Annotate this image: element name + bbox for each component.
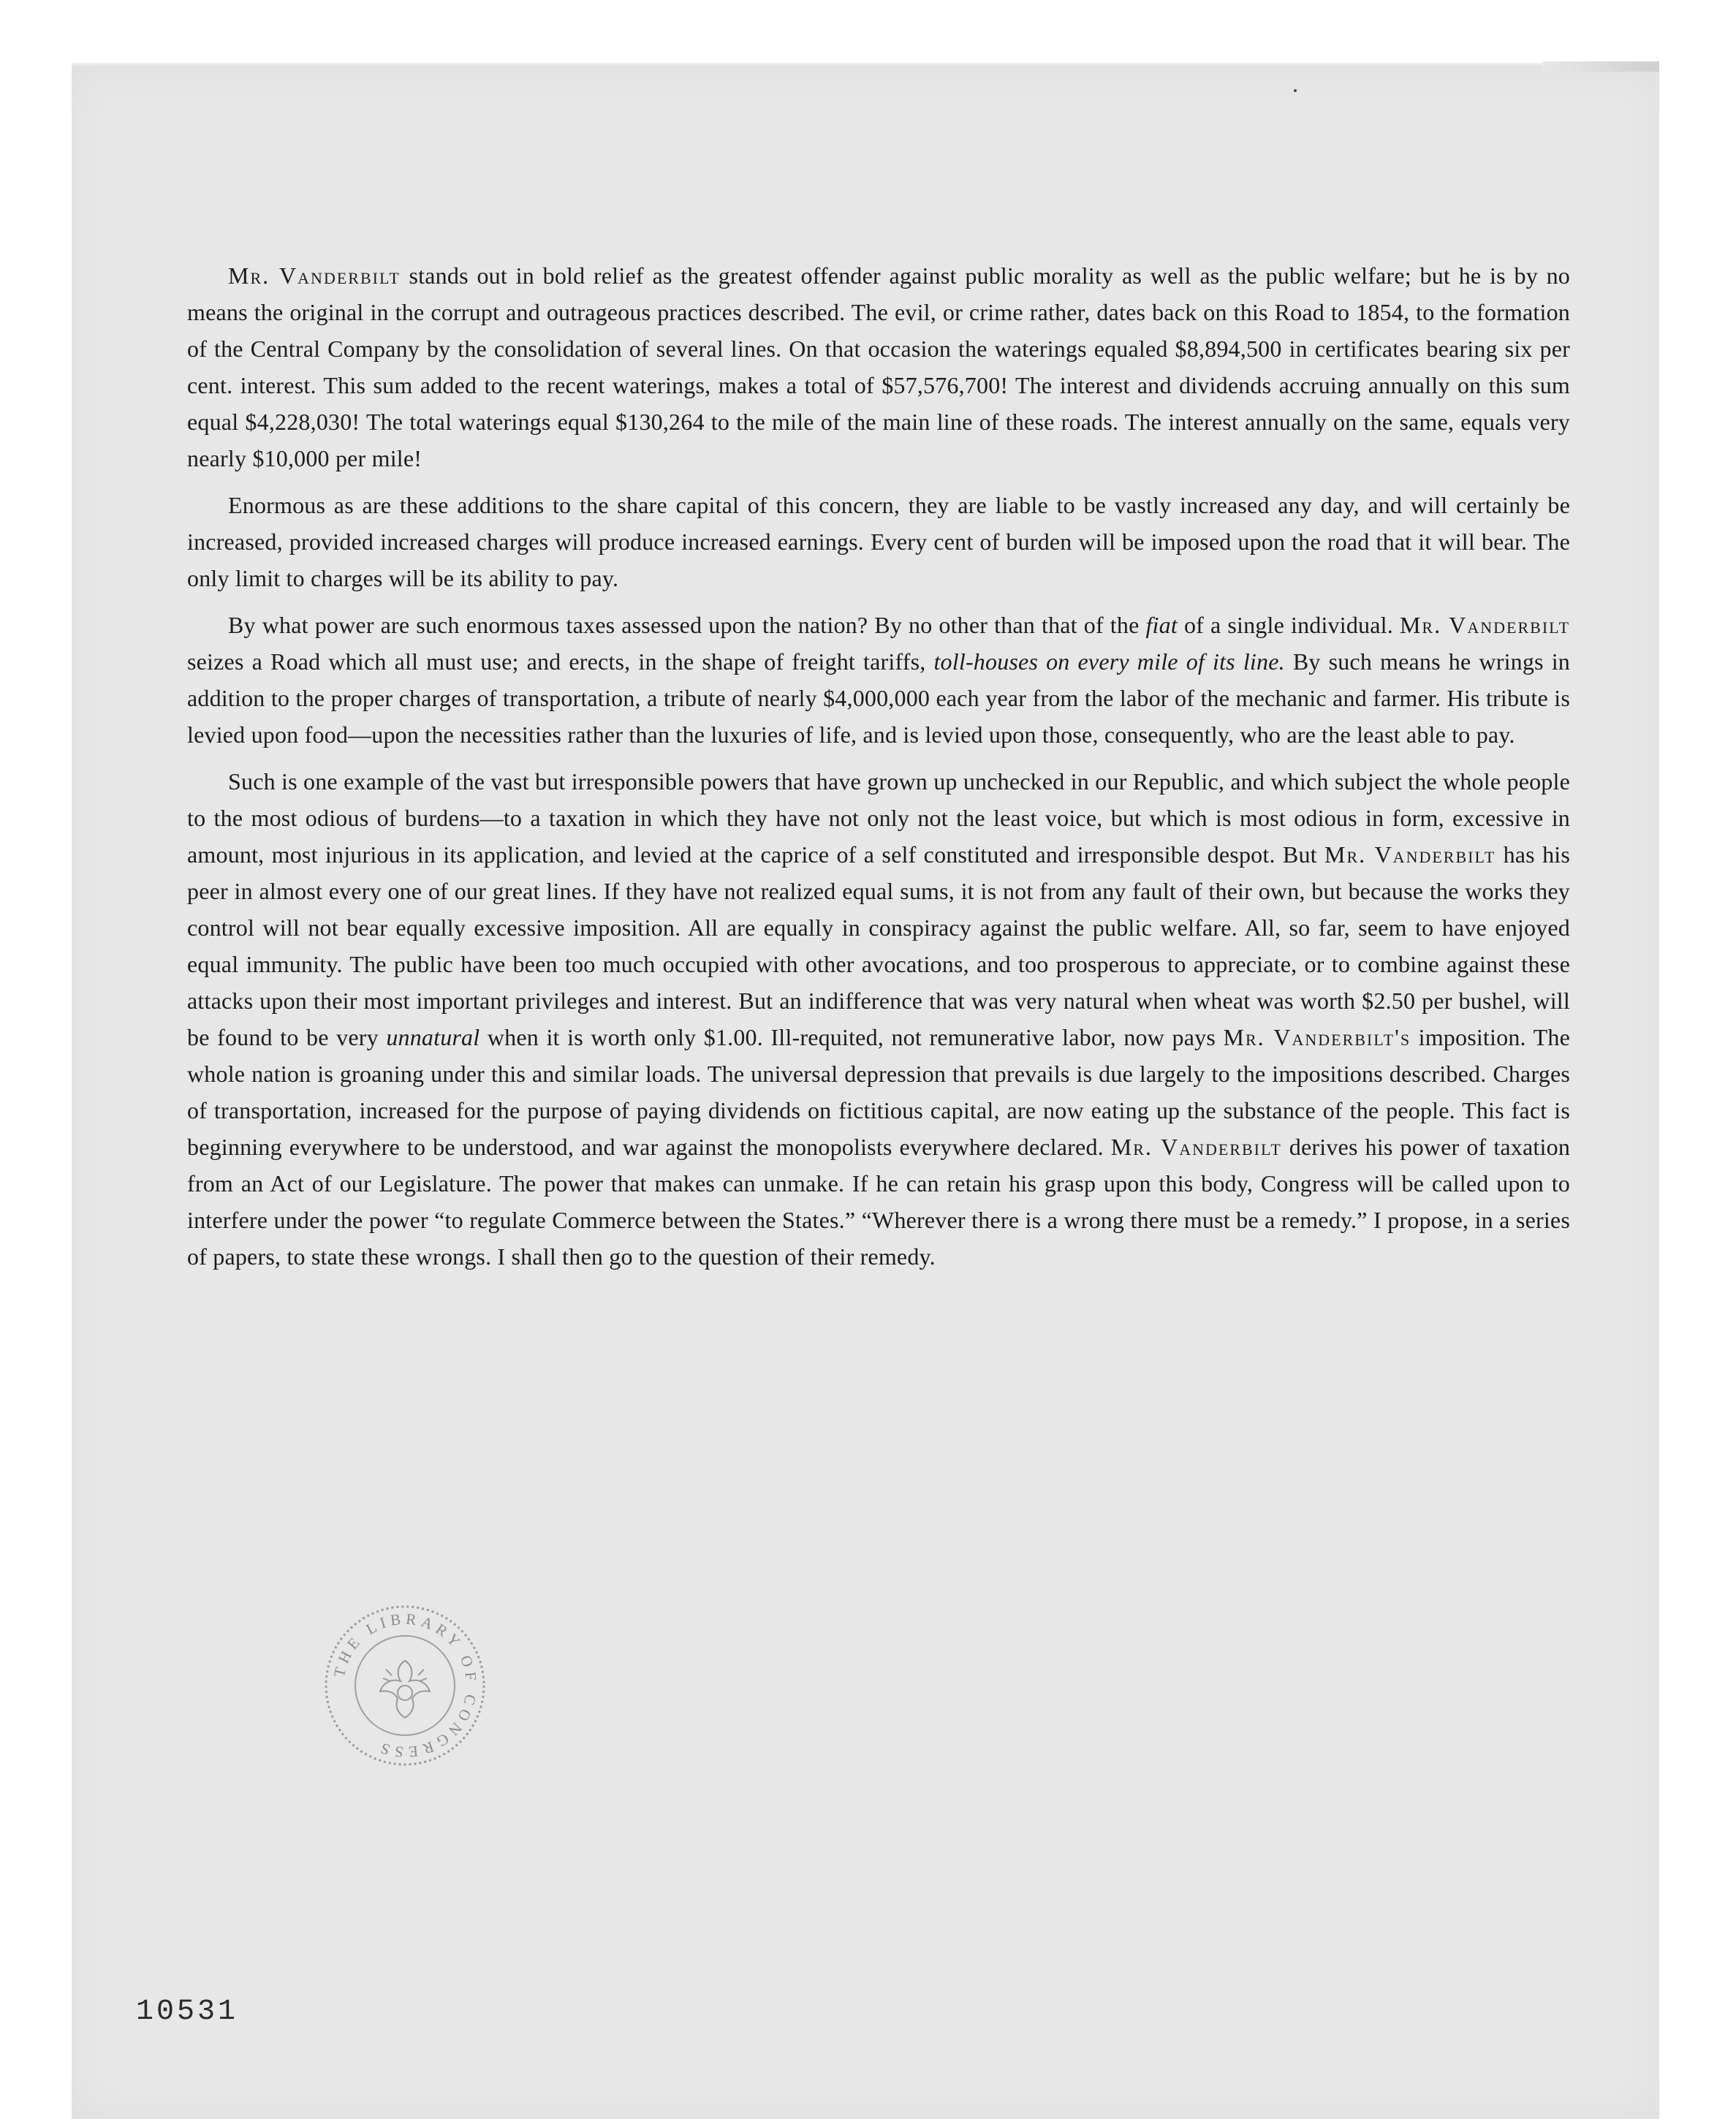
paragraph-1-text: stands out in bold relief as the greatest offender against public morality as well as the public welfare; but he is by no means the original in the corrupt and outrageous practices described. The evil, or crime rather, dates back on this Road to 1854, to the formation of the Central Company by the consolidation of several lines. On that occasion the waterings equaled $8,894,500 in certificates bearing six per cent. interest. This sum added to the recent waterings, makes a total of $57,576,700! The interest and dividends accruing annually on this sum equal $4,228,030! The total waterings equal $130,264 to the mile of the main line of these roads. The interest annually on the same, equals very nearly $10,000 per mile! (187, 262, 1571, 471)
ink-speck (1294, 89, 1297, 92)
name-vanderbilt: Mr. Vanderbilt (1324, 841, 1496, 868)
paragraph-2 (187, 487, 1570, 596)
name-vanderbilt: Mr. Vanderbilt (1399, 612, 1571, 638)
paragraph-3-text-4: By such means he wrings in addition to the proper charges of transportation, a tribute of nearly $4,000,000 each year from the labor of the mechanic and farmer. His tribute is levied upon food—upon the necessities rather than the luxuries of life, and is levied upon those, consequently, who are the least able to pay. (187, 648, 1571, 748)
library-of-congress-stamp (322, 1602, 488, 1769)
paragraph-3-text-3: seizes a Road which all must use; and erects, in the shape of freight tariffs, (187, 648, 926, 675)
eagle-emblem-icon (380, 1661, 430, 1718)
name-vanderbilt-possessive: Mr. Vanderbilt's (1223, 1024, 1411, 1050)
paragraph-4-text-4: imposition. The whole nation is groaning under this and similar loads. The universal depression that prevails is due largely to the impositions described. Charges of transportation, increased for the purpose of paying dividends on fictitious capital, are now eating up the substance of the people. This fact is beginning everywhere to be understood, and war against the monopolists everywhere declared. (187, 1024, 1570, 1160)
name-vanderbilt: Mr. Vanderbilt (228, 262, 401, 289)
paragraph-3-text-2: of a single individual. (1183, 612, 1393, 638)
name-vanderbilt: Mr. Vanderbilt (1110, 1134, 1282, 1160)
paragraph-4-text-5: derives his power of taxation from an Act of our Legislature. The power that makes can unmake. If he can retain his grasp upon this body, Congress will be called upon to interfere under the power “to regulate Commerce between the States.” “Wherever there is a wrong there must be a remedy.” I propose, in a series of papers, to state these wrongs. I shall then go to the question of their remedy. (187, 1134, 1571, 1270)
paragraph-4-text-1: Such is one example of the vast but irresponsible powers that have grown up unchecked in our Republic, and which subject the whole people to the most odious of burdens—to a taxation in which they have not only not the least voice, but which is most odious in form, excessive in amount, most injurious in its application, and levied at the caprice of a self constituted and irresponsible despot. But (187, 768, 1570, 868)
paragraph-3 (187, 607, 1570, 753)
paragraph-2-text: Enormous as are these additions to the share capital of this concern, they are liable to be vastly increased any day, and will certainly be increased, provided increased charges will produce increased earnings. Every cent of burden will be imposed upon the road that it will bear. The only limit to charges will be its ability to pay. (187, 492, 1570, 591)
page-number: 10531 (136, 1995, 239, 2028)
paragraph-4-text-3: when it is worth only $1.00. Ill-requited, not remunerative labor, now pays (487, 1024, 1216, 1050)
emphasis-toll-houses: toll-houses on every mile of its line. (933, 648, 1285, 675)
page-corner-shadow (1542, 61, 1659, 72)
emphasis-fiat: fiat (1145, 612, 1178, 638)
stamp-text: THE LIBRARY OF CONGRESS (330, 1610, 481, 1762)
paragraph-1 (187, 257, 1570, 477)
emphasis-unnatural: unnatural (386, 1024, 480, 1050)
document-body (187, 257, 1570, 1285)
paragraph-3-text-1: By what power are such enormous taxes assessed upon the nation? By no other than that of the (228, 612, 1140, 638)
paragraph-4-text-2: has his peer in almost every one of our great lines. If they have not realized equal sums, it is not from any fault of their own, but because the works they control will not bear equally excessive imposition. All are equally in conspiracy against the public welfare. All, so far, seem to have enjoyed equal immunity. The public have been too much occupied with other avocations, and too prosperous to appreciate, or to combine against these attacks upon their most important privileges and interest. But an indifference that was very natural when wheat was worth $2.50 per bushel, will be found to be very (187, 841, 1571, 1050)
paragraph-4 (187, 763, 1570, 1275)
